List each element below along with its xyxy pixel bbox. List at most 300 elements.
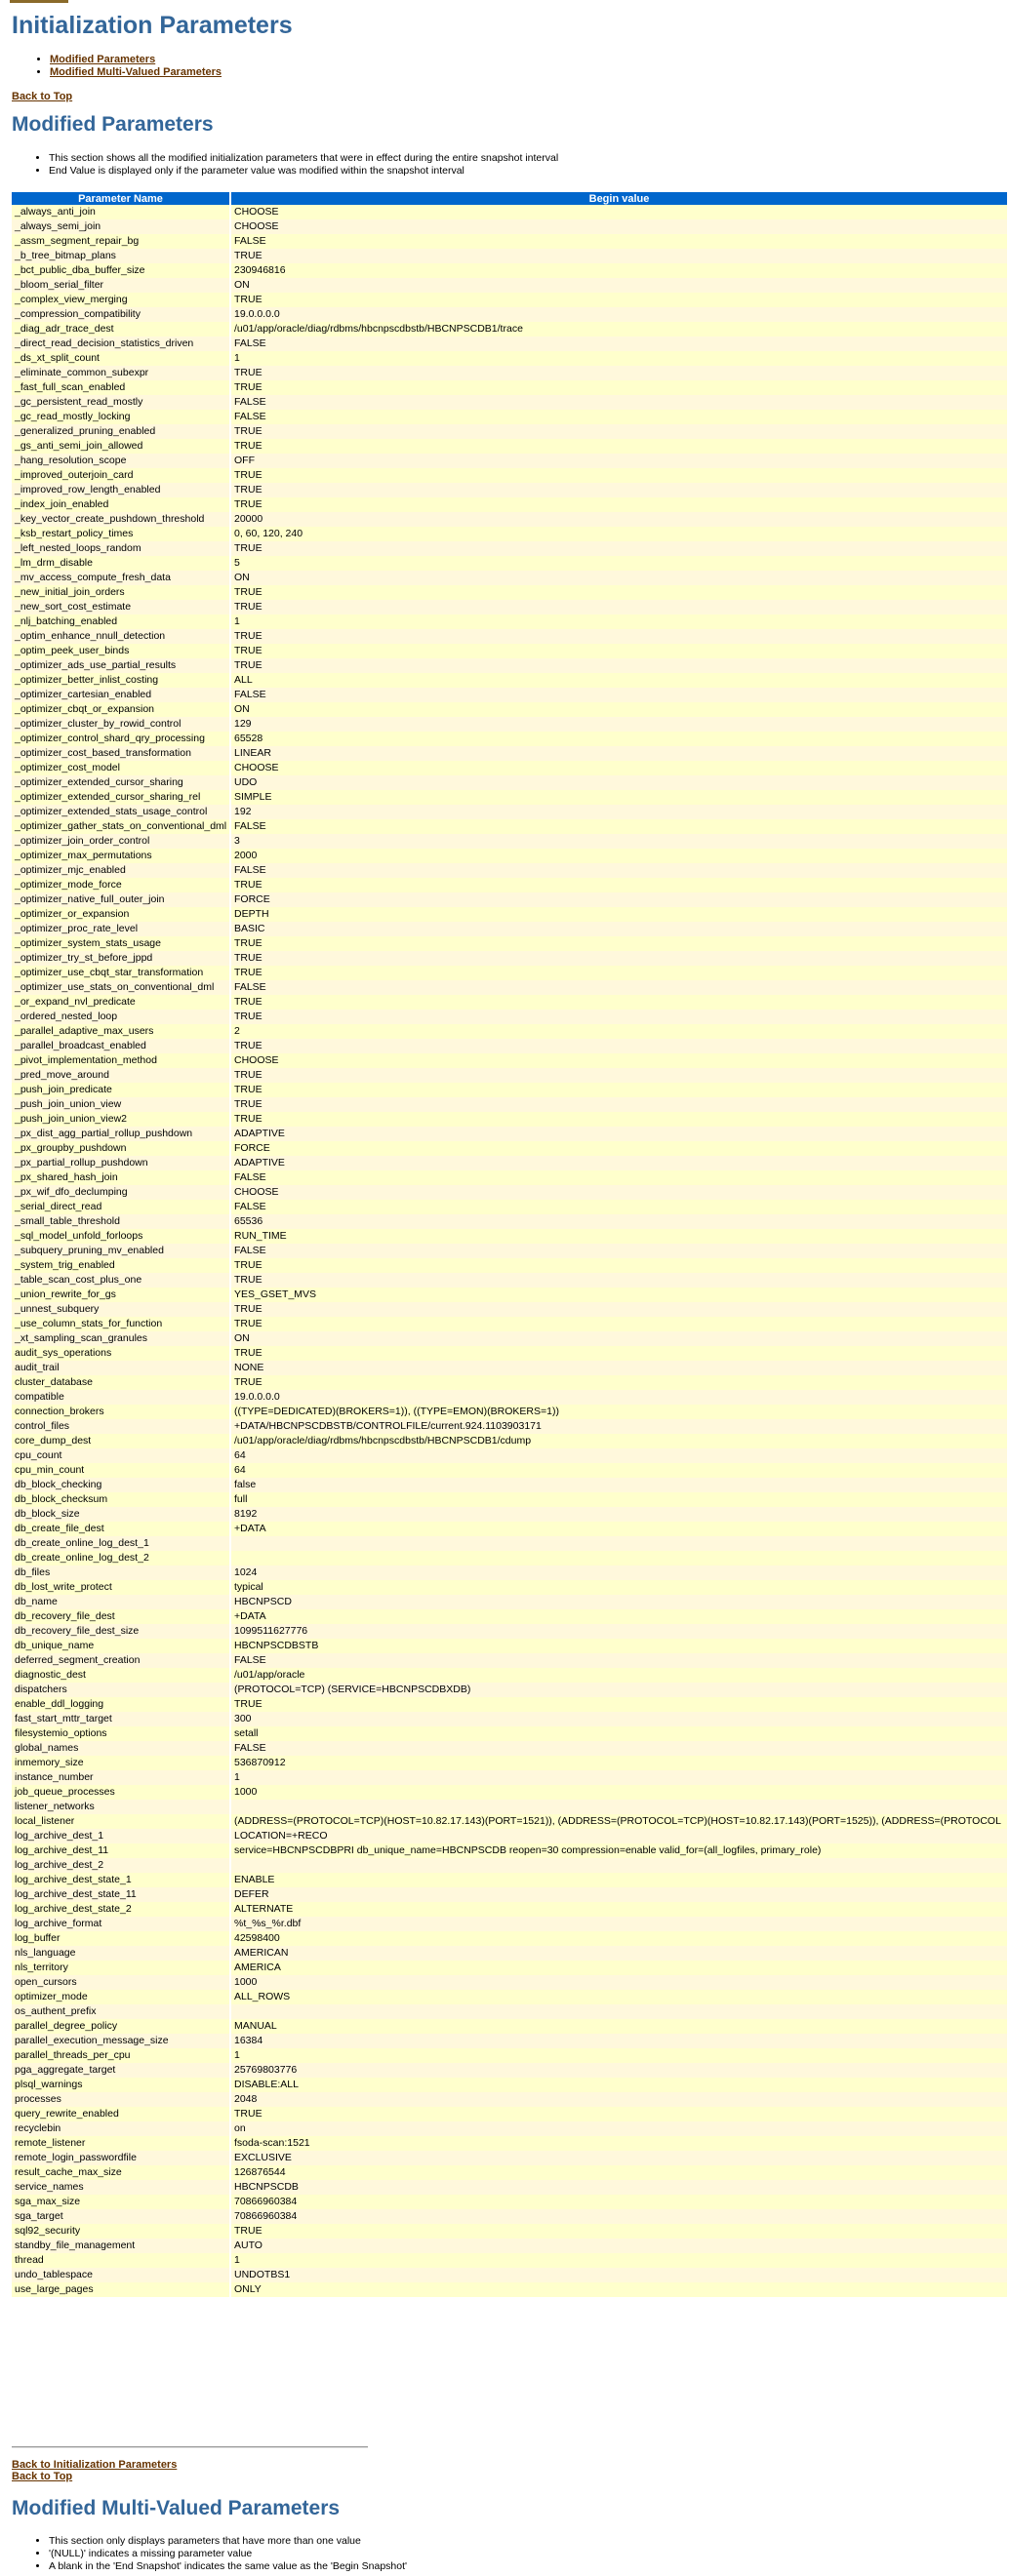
parameter-name-cell: _bloom_serial_filter [12, 278, 230, 293]
table-row [12, 1961, 1008, 1975]
parameter-name-cell: cpu_min_count [12, 1463, 230, 1478]
parameter-name-cell: _serial_direct_read [12, 1200, 230, 1214]
parameter-name-cell: _index_join_enabled [12, 497, 230, 512]
begin-value-cell: LINEAR [230, 746, 1008, 761]
begin-value-cell: TRUE [230, 1097, 1008, 1112]
table-row [12, 746, 1008, 761]
begin-value-cell: 65536 [230, 1214, 1008, 1229]
table-row [12, 936, 1008, 951]
table-row [12, 1507, 1008, 1522]
parameter-name-cell: _improved_row_length_enabled [12, 483, 230, 497]
table-row [12, 1770, 1008, 1785]
parameter-name-cell: inmemory_size [12, 1756, 230, 1770]
begin-value-cell: TRUE [230, 497, 1008, 512]
parameter-name-cell: listener_networks [12, 1800, 230, 1814]
table-row [12, 688, 1008, 702]
toc-item [50, 54, 222, 66]
begin-value-cell: 1 [230, 351, 1008, 366]
parameter-name-cell: cpu_count [12, 1448, 230, 1463]
modified-parameters-table [12, 192, 1009, 2297]
begin-value-cell: TRUE [230, 541, 1008, 556]
table-row [12, 234, 1008, 249]
parameter-name-cell: _push_join_predicate [12, 1083, 230, 1097]
begin-value-cell: 126876544 [230, 2165, 1008, 2180]
parameter-name-cell: db_recovery_file_dest_size [12, 1624, 230, 1639]
parameter-name-cell: log_buffer [12, 1931, 230, 1946]
parameter-name-cell: db_unique_name [12, 1639, 230, 1653]
table-row [12, 1726, 1008, 1741]
begin-value-cell: TRUE [230, 483, 1008, 497]
note-item: • '(NULL)' indicates a missing parameter value [49, 2548, 407, 2560]
begin-value-cell: TRUE [230, 293, 1008, 307]
begin-value-cell: service=HBCNPSCDBPRI db_unique_name=HBCNPSCDB reopen=30 compression=enable valid_for=(all_logfiles, primary_role) [230, 1843, 1008, 1858]
column-header-begin-value: Begin value [230, 192, 1008, 205]
section-notes [31, 152, 558, 178]
column-header-parameter-name: Parameter Name [12, 192, 230, 205]
parameter-name-cell: _gc_read_mostly_locking [12, 410, 230, 424]
table-row [12, 1683, 1008, 1697]
parameter-name-cell: log_archive_dest_11 [12, 1843, 230, 1858]
begin-value-cell: 2000 [230, 849, 1008, 863]
table-row [12, 717, 1008, 732]
table-row [12, 2107, 1008, 2121]
begin-value-cell: FALSE [230, 337, 1008, 351]
parameter-name-cell: _unnest_subquery [12, 1302, 230, 1317]
section-divider [12, 2446, 368, 2448]
parameter-name-cell: _px_shared_hash_join [12, 1170, 230, 1185]
begin-value-cell: FALSE [230, 395, 1008, 410]
begin-value-cell: (PROTOCOL=TCP) (SERVICE=HBCNPSCDBXDB) [230, 1683, 1008, 1697]
begin-value-cell: CHOOSE [230, 1185, 1008, 1200]
table-row [12, 571, 1008, 585]
begin-value-cell: 1 [230, 2048, 1008, 2063]
table-row [12, 819, 1008, 834]
parameter-name-cell: _hang_resolution_scope [12, 454, 230, 468]
parameter-name-cell: _use_column_stats_for_function [12, 1317, 230, 1331]
parameter-name-cell: plsql_warnings [12, 2078, 230, 2092]
parameter-name-cell: _fast_full_scan_enabled [12, 380, 230, 395]
begin-value-cell: TRUE [230, 1273, 1008, 1288]
table-row [12, 468, 1008, 483]
table-row [12, 1419, 1008, 1434]
table-row [12, 556, 1008, 571]
table-row [12, 1624, 1008, 1639]
begin-value-cell: FORCE [230, 1141, 1008, 1156]
table-row [12, 1068, 1008, 1083]
note-item: • A blank in the 'End Snapshot' indicates the same value as the 'Begin Snapshot' [49, 2560, 407, 2573]
parameter-name-cell: _optimizer_join_order_control [12, 834, 230, 849]
table-row [12, 1800, 1008, 1814]
parameter-name-cell: _always_semi_join [12, 219, 230, 234]
parameter-name-cell: _push_join_union_view [12, 1097, 230, 1112]
parameter-name-cell: _optimizer_or_expansion [12, 907, 230, 922]
parameter-name-cell: _compression_compatibility [12, 307, 230, 322]
table-row [12, 629, 1008, 644]
begin-value-cell: TRUE [230, 1375, 1008, 1390]
table-row [12, 2019, 1008, 2034]
parameter-name-cell: nls_territory [12, 1961, 230, 1975]
table-row [12, 1887, 1008, 1902]
begin-value-cell: TRUE [230, 585, 1008, 600]
begin-value-cell: TRUE [230, 249, 1008, 263]
table-row [12, 1595, 1008, 1609]
table-row [12, 1858, 1008, 1873]
begin-value-cell: TRUE [230, 1010, 1008, 1024]
parameter-name-cell: _left_nested_loops_random [12, 541, 230, 556]
begin-value-cell: TRUE [230, 1112, 1008, 1127]
parameter-name-cell: _sql_model_unfold_forloops [12, 1229, 230, 1244]
toc-link-modified-parameters[interactable]: Modified Parameters [50, 54, 156, 65]
begin-value-cell: TRUE [230, 878, 1008, 892]
parameter-name-cell: _optimizer_cost_model [12, 761, 230, 775]
parameter-name-cell: _nlj_batching_enabled [12, 614, 230, 629]
parameter-name-cell: db_block_size [12, 1507, 230, 1522]
table-row [12, 2239, 1008, 2253]
parameter-name-cell: _optimizer_cost_based_transformation [12, 746, 230, 761]
parameter-name-cell: db_name [12, 1595, 230, 1609]
parameter-name-cell: _optimizer_system_stats_usage [12, 936, 230, 951]
begin-value-cell: 3 [230, 834, 1008, 849]
table-row [12, 1083, 1008, 1097]
parameter-name-cell: _optimizer_extended_cursor_sharing_rel [12, 790, 230, 805]
parameter-name-cell: global_names [12, 1741, 230, 1756]
table-row [12, 2268, 1008, 2282]
parameter-name-cell: _bct_public_dba_buffer_size [12, 263, 230, 278]
begin-value-cell: TRUE [230, 644, 1008, 658]
table-row [12, 337, 1008, 351]
table-row [12, 541, 1008, 556]
parameter-name-cell: _optimizer_use_stats_on_conventional_dml [12, 980, 230, 995]
table-row [12, 278, 1008, 293]
table-row [12, 761, 1008, 775]
parameter-name-cell: thread [12, 2253, 230, 2268]
parameter-name-cell: _pred_move_around [12, 1068, 230, 1083]
begin-value-cell: 65528 [230, 732, 1008, 746]
begin-value-cell [230, 2004, 1008, 2019]
parameter-name-cell: _optimizer_control_shard_qry_processing [12, 732, 230, 746]
begin-value-cell: FALSE [230, 1170, 1008, 1185]
table-row [12, 2121, 1008, 2136]
begin-value-cell: 42598400 [230, 1931, 1008, 1946]
begin-value-cell: RUN_TIME [230, 1229, 1008, 1244]
table-row [12, 2034, 1008, 2048]
table-row [12, 1302, 1008, 1317]
table-row [12, 1843, 1008, 1858]
parameter-name-cell: result_cache_max_size [12, 2165, 230, 2180]
back-to-init-params-link[interactable]: Back to Initialization Parameters [12, 2459, 178, 2471]
begin-value-cell: ALL [230, 673, 1008, 688]
begin-value-cell: 1000 [230, 1785, 1008, 1800]
begin-value-cell: 64 [230, 1463, 1008, 1478]
begin-value-cell: CHOOSE [230, 1053, 1008, 1068]
parameter-name-cell: sga_target [12, 2209, 230, 2224]
back-to-top-link[interactable]: Back to Top [12, 2471, 73, 2482]
parameter-name-cell: _optim_peek_user_binds [12, 644, 230, 658]
parameter-name-cell: _generalized_pruning_enabled [12, 424, 230, 439]
parameter-name-cell: _px_groupby_pushdown [12, 1141, 230, 1156]
begin-value-cell: 1 [230, 614, 1008, 629]
parameter-name-cell: _union_rewrite_for_gs [12, 1288, 230, 1302]
parameter-name-cell: cluster_database [12, 1375, 230, 1390]
begin-value-cell: FALSE [230, 234, 1008, 249]
parameter-name-cell: _optimizer_use_cbqt_star_transformation [12, 966, 230, 980]
begin-value-cell: 16384 [230, 2034, 1008, 2048]
parameter-name-cell: _or_expand_nvl_predicate [12, 995, 230, 1010]
table-row [12, 702, 1008, 717]
begin-value-cell: NONE [230, 1361, 1008, 1375]
begin-value-cell: 2 [230, 1024, 1008, 1039]
table-row [12, 1141, 1008, 1156]
parameter-name-cell: control_files [12, 1419, 230, 1434]
top-divider [10, 0, 68, 3]
begin-value-cell: FALSE [230, 980, 1008, 995]
begin-value-cell: ONLY [230, 2282, 1008, 2297]
parameter-name-cell: _b_tree_bitmap_plans [12, 249, 230, 263]
parameter-name-cell: undo_tablespace [12, 2268, 230, 2282]
note-item: • End Value is displayed only if the parameter value was modified within the snapshot interval [49, 165, 558, 178]
table-row [12, 1331, 1008, 1346]
table-row [12, 366, 1008, 380]
table-row [12, 1463, 1008, 1478]
table-row [12, 454, 1008, 468]
table-row [12, 1053, 1008, 1068]
table-row [12, 307, 1008, 322]
table-row [12, 249, 1008, 263]
begin-value-cell: 1000 [230, 1975, 1008, 1990]
table-row [12, 658, 1008, 673]
table-row [12, 512, 1008, 527]
begin-value-cell: CHOOSE [230, 761, 1008, 775]
table-row [12, 439, 1008, 454]
toc-item [50, 66, 222, 79]
begin-value-cell: HBCNPSCDB [230, 2180, 1008, 2195]
parameter-name-cell: log_archive_dest_state_1 [12, 1873, 230, 1887]
begin-value-cell: 192 [230, 805, 1008, 819]
parameter-name-cell: nls_language [12, 1946, 230, 1961]
begin-value-cell: 20000 [230, 512, 1008, 527]
begin-value-cell: DEFER [230, 1887, 1008, 1902]
parameter-name-cell: deferred_segment_creation [12, 1653, 230, 1668]
table-row [12, 1229, 1008, 1244]
table-row [12, 2165, 1008, 2180]
begin-value-cell: 2048 [230, 2092, 1008, 2107]
parameter-name-cell: processes [12, 2092, 230, 2107]
parameter-name-cell: _optimizer_mode_force [12, 878, 230, 892]
parameter-name-cell: db_block_checksum [12, 1492, 230, 1507]
begin-value-cell: MANUAL [230, 2019, 1008, 2034]
table-row [12, 805, 1008, 819]
parameter-name-cell: _ordered_nested_loop [12, 1010, 230, 1024]
begin-value-cell: 1099511627776 [230, 1624, 1008, 1639]
begin-value-cell: TRUE [230, 995, 1008, 1010]
table-row [12, 1639, 1008, 1653]
begin-value-cell: AUTO [230, 2239, 1008, 2253]
begin-value-cell: TRUE [230, 1346, 1008, 1361]
parameter-name-cell: _parallel_broadcast_enabled [12, 1039, 230, 1053]
begin-value-cell: TRUE [230, 2224, 1008, 2239]
begin-value-cell: BASIC [230, 922, 1008, 936]
table-row [12, 878, 1008, 892]
note-item: • This section only displays parameters that have more than one value [49, 2535, 407, 2548]
begin-value-cell: FALSE [230, 1653, 1008, 1668]
table-row [12, 205, 1008, 219]
table-row [12, 585, 1008, 600]
section-notes [31, 2535, 407, 2573]
begin-value-cell: FALSE [230, 410, 1008, 424]
parameter-name-cell: log_archive_dest_2 [12, 1858, 230, 1873]
table-row [12, 1244, 1008, 1258]
table-row [12, 1873, 1008, 1887]
parameter-name-cell: core_dump_dest [12, 1434, 230, 1448]
table-row [12, 966, 1008, 980]
table-row [12, 2063, 1008, 2078]
begin-value-cell: 536870912 [230, 1756, 1008, 1770]
parameter-name-cell: _optimizer_try_st_before_jppd [12, 951, 230, 966]
table-row [12, 995, 1008, 1010]
parameter-name-cell: query_rewrite_enabled [12, 2107, 230, 2121]
table-row [12, 2224, 1008, 2239]
parameter-name-cell: _diag_adr_trace_dest [12, 322, 230, 337]
begin-value-cell: TRUE [230, 1068, 1008, 1083]
begin-value-cell: ENABLE [230, 1873, 1008, 1887]
begin-value-cell: %t_%s_%r.dbf [230, 1917, 1008, 1931]
parameter-name-cell: _push_join_union_view2 [12, 1112, 230, 1127]
table-row [12, 980, 1008, 995]
begin-value-cell: +DATA [230, 1522, 1008, 1536]
parameter-name-cell: recyclebin [12, 2121, 230, 2136]
begin-value-cell: TRUE [230, 380, 1008, 395]
begin-value-cell: TRUE [230, 468, 1008, 483]
begin-value-cell: ALL_ROWS [230, 1990, 1008, 2004]
table-row [12, 1258, 1008, 1273]
begin-value-cell: SIMPLE [230, 790, 1008, 805]
parameter-name-cell: parallel_execution_message_size [12, 2034, 230, 2048]
parameter-name-cell: connection_brokers [12, 1405, 230, 1419]
parameter-name-cell: instance_number [12, 1770, 230, 1785]
table-row [12, 1448, 1008, 1463]
table-row [12, 849, 1008, 863]
begin-value-cell [230, 1536, 1008, 1551]
begin-value-cell: TRUE [230, 424, 1008, 439]
parameter-name-cell: _system_trig_enabled [12, 1258, 230, 1273]
begin-value-cell: FALSE [230, 1200, 1008, 1214]
parameter-name-cell: remote_login_passwordfile [12, 2151, 230, 2165]
parameter-name-cell: sql92_security [12, 2224, 230, 2239]
table-row [12, 483, 1008, 497]
table-row [12, 1712, 1008, 1726]
table-row [12, 2195, 1008, 2209]
parameter-name-cell: _ksb_restart_policy_times [12, 527, 230, 541]
begin-value-cell: TRUE [230, 600, 1008, 614]
table-row [12, 1405, 1008, 1419]
page-title: Initialization Parameters [12, 12, 293, 39]
table-row [12, 1580, 1008, 1595]
begin-value-cell: FALSE [230, 819, 1008, 834]
begin-value-cell: YES_GSET_MVS [230, 1288, 1008, 1302]
begin-value-cell: FALSE [230, 1244, 1008, 1258]
table-row [12, 614, 1008, 629]
parameter-name-cell: standby_file_management [12, 2239, 230, 2253]
table-row [12, 1214, 1008, 1229]
table-row [12, 1741, 1008, 1756]
table-row [12, 1185, 1008, 1200]
parameter-name-cell: _px_partial_rollup_pushdown [12, 1156, 230, 1170]
begin-value-cell: TRUE [230, 629, 1008, 644]
parameter-name-cell: local_listener [12, 1814, 230, 1829]
toc-link-modified-multi-valued-parameters[interactable]: Modified Multi-Valued Parameters [50, 66, 222, 78]
begin-value-cell: 230946816 [230, 263, 1008, 278]
table-row [12, 1024, 1008, 1039]
table-row [12, 2282, 1008, 2297]
begin-value-cell: FALSE [230, 863, 1008, 878]
begin-value-cell: /u01/app/oracle/diag/rdbms/hbcnpscdbstb/HBCNPSCDB1/cdump [230, 1434, 1008, 1448]
table-row [12, 673, 1008, 688]
table-header-row [12, 192, 1008, 205]
begin-value-cell: 64 [230, 1448, 1008, 1463]
table-row [12, 1288, 1008, 1302]
parameter-name-cell: db_recovery_file_dest [12, 1609, 230, 1624]
parameter-name-cell: _new_sort_cost_estimate [12, 600, 230, 614]
begin-value-cell: CHOOSE [230, 219, 1008, 234]
parameter-name-cell: _pivot_implementation_method [12, 1053, 230, 1068]
parameter-name-cell: log_archive_dest_1 [12, 1829, 230, 1843]
table-row [12, 1653, 1008, 1668]
parameter-name-cell: _xt_sampling_scan_granules [12, 1331, 230, 1346]
begin-value-cell: on [230, 2121, 1008, 2136]
begin-value-cell: HBCNPSCD [230, 1595, 1008, 1609]
table-row [12, 1522, 1008, 1536]
back-to-top-link[interactable]: Back to Top [12, 91, 73, 102]
parameter-name-cell: db_block_checking [12, 1478, 230, 1492]
table-row [12, 1697, 1008, 1712]
begin-value-cell: ADAPTIVE [230, 1156, 1008, 1170]
begin-value-cell: 19.0.0.0.0 [230, 1390, 1008, 1405]
parameter-name-cell: _new_initial_join_orders [12, 585, 230, 600]
table-row [12, 775, 1008, 790]
table-row [12, 1756, 1008, 1770]
table-row [12, 497, 1008, 512]
parameter-name-cell: os_authent_prefix [12, 2004, 230, 2019]
note-item: • This section shows all the modified initialization parameters that were in effect during the entire snapshot interval [49, 152, 558, 165]
parameter-name-cell: _direct_read_decision_statistics_driven [12, 337, 230, 351]
table-row [12, 2092, 1008, 2107]
begin-value-cell: ADAPTIVE [230, 1127, 1008, 1141]
table-row [12, 1931, 1008, 1946]
begin-value-cell: UNDOTBS1 [230, 2268, 1008, 2282]
table-row [12, 1346, 1008, 1361]
table-row [12, 2209, 1008, 2224]
begin-value-cell: 70866960384 [230, 2195, 1008, 2209]
begin-value-cell: TRUE [230, 1258, 1008, 1273]
parameter-name-cell: _optimizer_extended_cursor_sharing [12, 775, 230, 790]
table-row [12, 1112, 1008, 1127]
begin-value-cell: full [230, 1492, 1008, 1507]
parameter-name-cell: compatible [12, 1390, 230, 1405]
table-row [12, 293, 1008, 307]
section-title-modified-multi-valued-parameters: Modified Multi-Valued Parameters [12, 2497, 341, 2519]
table-row [12, 322, 1008, 337]
table-row [12, 922, 1008, 936]
begin-value-cell: (ADDRESS=(PROTOCOL=TCP)(HOST=10.82.17.143)(PORT=1521)), (ADDRESS=(PROTOCOL=TCP)(HOST=10.82.17.143)(PORT=1525)), (ADDRESS=(PROTOCOL [230, 1814, 1008, 1829]
begin-value-cell: CHOOSE [230, 205, 1008, 219]
begin-value-cell: TRUE [230, 936, 1008, 951]
table-row [12, 907, 1008, 922]
parameter-name-cell: dispatchers [12, 1683, 230, 1697]
parameter-name-cell: _complex_view_merging [12, 293, 230, 307]
parameter-name-cell: open_cursors [12, 1975, 230, 1990]
table-row [12, 1273, 1008, 1288]
parameter-name-cell: _lm_drm_disable [12, 556, 230, 571]
